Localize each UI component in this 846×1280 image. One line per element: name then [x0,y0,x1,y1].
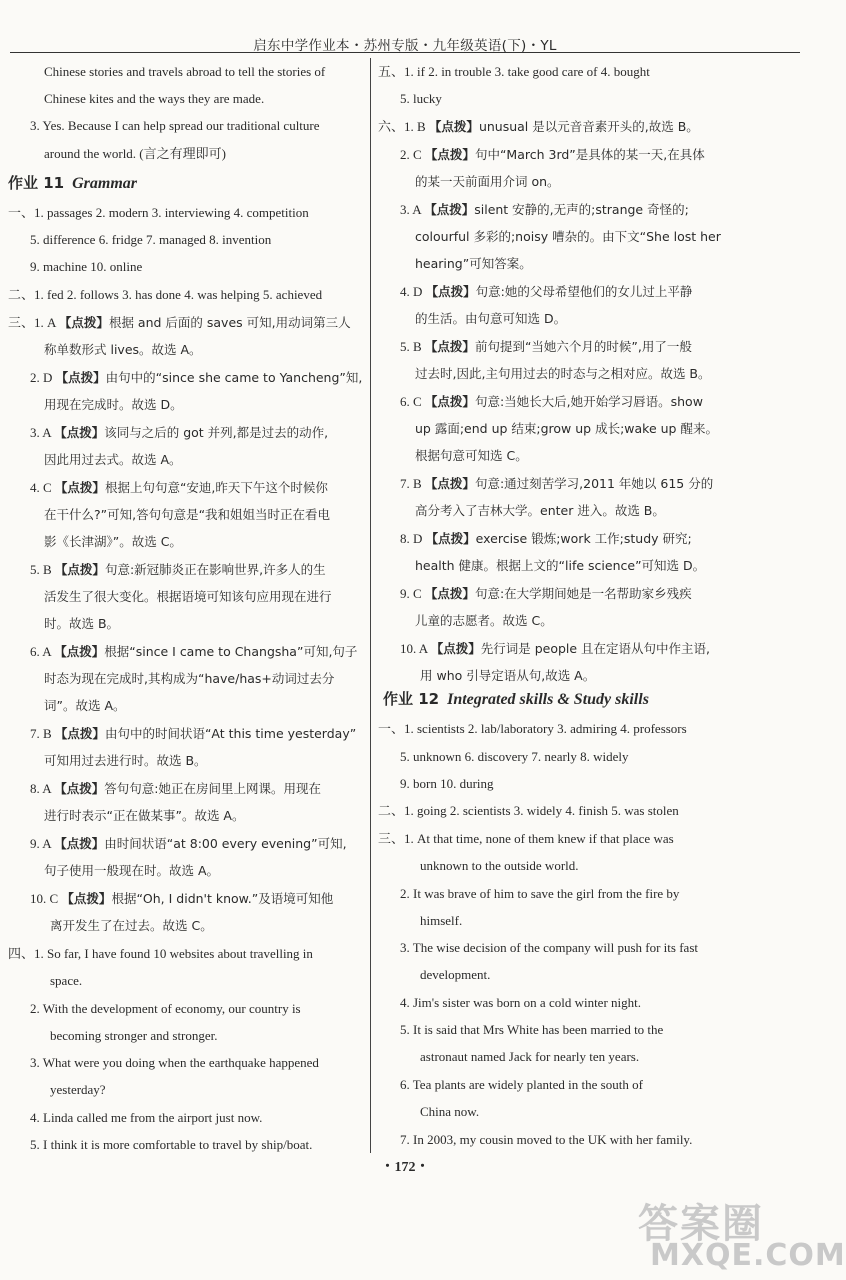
text-line: 2. With the development of economy, our country is [30,1001,301,1016]
text-line: 9. machine 10. online [30,259,143,274]
text-line: hearing”可知答案。 [415,256,532,271]
text-line: 6. Tea plants are widely planted in the south of [400,1077,643,1092]
text-line: colourful 多彩的;noisy 嘈杂的。由下文“She lost her [415,229,721,244]
text-line: becoming stronger and stronger. [50,1028,218,1043]
tip-line: 六、1. B 【点拨】unusual 是以元音音素开头的,故选 B。 [378,119,699,134]
tip-line: 3. A 【点拨】该同与之后的 got 并列,都是过去的动作, [30,425,329,440]
text-line: 3. The wise decision of the company will push for its fast [400,940,698,955]
text-line: China now. [420,1104,480,1119]
text-line: 3. Yes. Because I can help spread our traditional culture [30,118,320,133]
tip-line: 3. A 【点拨】silent 安静的,无声的;strange 奇怪的; [400,202,689,217]
watermark-logo [630,1192,846,1277]
text-line: health 健康。根据上文的“life science”可知选 D。 [415,558,706,573]
text-line: 4. Jim's sister was born on a cold winter night. [400,995,642,1010]
text-line: 4. Linda called me from the airport just now. [30,1110,263,1125]
watermark-text: 答案圈 [638,1201,764,1247]
text-line: 一、1. passages 2. modern 3. interviewing 4. competition [8,205,309,220]
text-line: 5. It is said that Mrs White has been married to the [400,1022,664,1037]
text-line: 5. difference 6. fridge 7. managed 8. invention [30,232,272,247]
tip-line: 三、1. A 【点拨】根据 and 后面的 saves 可知,用动词第三人 [8,315,351,330]
tip-line: 9. A 【点拨】由时间状语“at 8:00 every evening”可知, [30,836,347,851]
text-line: 一、1. scientists 2. lab/laboratory 3. admiring 4. professors [378,721,687,736]
text-line: 用现在完成时。故选 D。 [44,397,183,412]
tip-line: 8. A 【点拨】答句句意:她正在房间里上网课。用现在 [30,781,321,796]
tip-line: 7. B 【点拨】由句中的时间状语“At this time yesterday” [30,726,357,741]
text-line: 2. It was brave of him to save the girl from the fire by [400,886,680,901]
tip-line: 9. C 【点拨】句意:在大学期间她是一名帮助家乡残疾 [400,586,692,601]
text-line: 二、1. fed 2. follows 3. has done 4. was helping 5. achieved [8,287,323,302]
text-line: 时态为现在完成时,其构成为“have/has+动词过去分 [44,671,335,686]
text-line: 句子使用一般现在时。故选 A。 [44,863,220,878]
section-title-12: 作业 12 Integrated skills & Study skills [383,690,649,708]
text-line: himself. [420,913,463,928]
column-divider [370,58,371,1153]
text-line: 称单数形式 lives。故选 A。 [44,342,202,357]
tip-line: 4. D 【点拨】句意:她的父母希望他们的女儿过上平静 [400,284,693,299]
tip-line: 5. B 【点拨】前句提到“当她六个月的时候”,用了一般 [400,339,692,354]
text-line: astronaut named Jack for nearly ten years. [420,1049,640,1064]
text-line: unknown to the outside world. [420,858,579,873]
page-header: 启东中学作业本・苏州专版・九年级英语(下)・YL [10,34,800,53]
text-line: 高分考入了吉林大学。enter 进入。故选 B。 [415,503,665,518]
watermark-url: MXQE.COM [650,1238,846,1273]
text-line: Chinese stories and travels abroad to tell the stories of [44,64,326,79]
text-line: 词”。故选 A。 [44,698,126,713]
text-line: 过去时,因此,主句用过去的时态与之相对应。故选 B。 [415,366,711,381]
text-line: 时。故选 B。 [44,616,120,631]
tip-line: 6. C 【点拨】句意:当她长大后,她开始学习唇语。show [400,394,703,409]
tip-line: 8. D 【点拨】exercise 锻炼;work 工作;study 研究; [400,531,692,546]
tip-line: 2. C 【点拨】句中“March 3rd”是具体的某一天,在具体 [400,147,705,162]
text-line: yesterday? [50,1082,106,1097]
text-line: 五、1. if 2. in trouble 3. take good care of 4. bought [378,64,650,79]
text-line: 5. lucky [400,91,442,106]
text-line: 儿童的志愿者。故选 C。 [415,613,553,628]
tip-line: 10. A 【点拨】先行词是 people 且在定语从句中作主语, [400,641,711,656]
text-line: 5. I think it is more comfortable to travel by ship/boat. [30,1137,313,1152]
text-line: 的某一天前面用介词 on。 [415,174,560,189]
text-line: 三、1. At that time, none of them knew if that place was [378,831,674,846]
text-line: 5. unknown 6. discovery 7. nearly 8. widely [400,749,629,764]
text-line: 因此用过去式。故选 A。 [44,452,182,467]
text-line: 9. born 10. during [400,776,494,791]
text-line: space. [50,973,83,988]
text-line: up 露面;end up 结束;grow up 成长;wake up 醒来。 [415,421,718,436]
tip-line: 10. C 【点拨】根据“Oh, I didn't know.”及语境可知他 [30,891,334,906]
text-line: 四、1. So far, I have found 10 websites about travelling in [8,946,313,961]
text-line: 二、1. going 2. scientists 3. widely 4. finish 5. was stolen [378,803,679,818]
text-line: 根据句意可知选 C。 [415,448,528,463]
section-title-11: 作业 11 Grammar [8,174,138,192]
text-line: 用 who 引导定语从句,故选 A。 [420,668,596,683]
tip-line: 6. A 【点拨】根据“since I came to Changsha”可知,句子 [30,644,358,659]
page-number: ・172・ [380,1160,430,1175]
text-line: 的生活。由句意可知选 D。 [415,311,567,326]
text-line: 可知用过去进行时。故选 B。 [44,753,207,768]
tip-line: 7. B 【点拨】句意:通过刻苦学习,2011 年她以 615 分的 [400,476,714,491]
text-line: 在干什么?”可知,答句句意是“我和姐姐当时正在看电 [44,507,331,522]
tip-line: 2. D 【点拨】由句中的“since she came to Yancheng”知, [30,370,363,385]
text-line: around the world. (言之有理即可) [44,146,226,161]
tip-line: 4. C 【点拨】根据上句句意“安迪,昨天下午这个时候你 [30,480,328,495]
tip-line: 5. B 【点拨】句意:新冠肺炎正在影响世界,许多人的生 [30,562,326,577]
text-line: 7. In 2003, my cousin moved to the UK with her family. [400,1132,693,1147]
text-line: 离开发生了在过去。故选 C。 [50,918,213,933]
text-line: development. [420,967,491,982]
text-line: Chinese kites and the ways they are made. [44,91,265,106]
text-line: 活发生了很大变化。根据语境可知该句应用现在进行 [44,589,332,604]
text-line: 3. What were you doing when the earthquake happened [30,1055,319,1070]
text-line: 进行时表示“正在做某事”。故选 A。 [44,808,245,823]
text-line: 影《长津湖》”。故选 C。 [44,534,182,549]
